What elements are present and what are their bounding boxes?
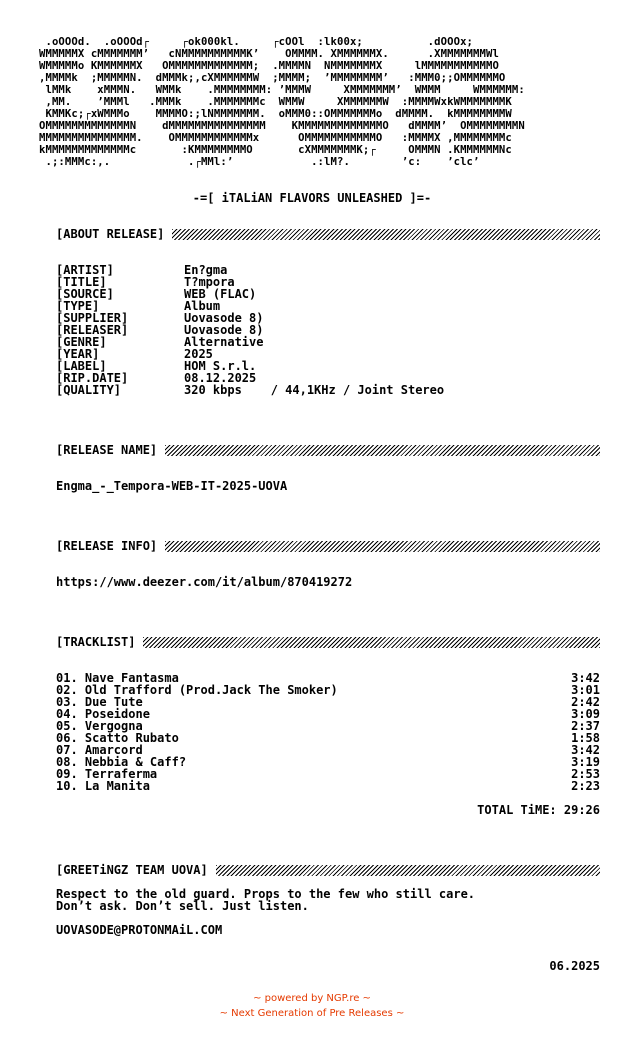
release-date: 06.2025 — [549, 959, 600, 973]
about-release-list — [56, 264, 600, 396]
track-title: 09. Terraferma — [56, 767, 158, 781]
about-key: [ARTIST] — [56, 263, 114, 277]
contact-email[interactable]: UOVASODE@PROTONMAiL.COM — [56, 923, 223, 937]
track-title: 08. Nebbia & Caff? — [56, 755, 187, 769]
track-duration: 3:19 — [571, 755, 600, 769]
about-value: 320 kbps / 44,1KHz / Joint Stereo — [184, 383, 445, 397]
greetings-section — [56, 864, 600, 972]
section-title: [ABOUT RELEASE] — [56, 227, 165, 241]
track-duration: 3:42 — [571, 671, 600, 685]
about-row — [56, 336, 600, 348]
about-key: [RIP.DATE] — [56, 371, 129, 385]
about-row — [56, 264, 600, 276]
greetings-line-2: Don’t ask. Don’t sell. Just listen. — [56, 899, 309, 913]
release-name-section — [56, 444, 600, 492]
track-duration: 2:53 — [571, 767, 600, 781]
about-key: [LABEL] — [56, 359, 107, 373]
about-row — [56, 384, 600, 396]
release-name-header — [56, 444, 600, 456]
about-key: [TYPE] — [56, 299, 100, 313]
footer-powered-by[interactable]: ~ powered by NGP.re ~ — [253, 993, 371, 1004]
about-row — [56, 288, 600, 300]
about-key: [RELEASER] — [56, 323, 129, 337]
tagline: -=[ iTALiAN FLAVORS UNLEASHED ]=- — [192, 191, 432, 205]
tracklist-section — [56, 636, 600, 816]
track-row — [56, 780, 600, 792]
about-row — [56, 324, 600, 336]
track-duration: 3:09 — [571, 707, 600, 721]
about-value: En?gma — [184, 263, 228, 277]
greetings-line-1: Respect to the old guard. Props to the few who still care. — [56, 887, 476, 901]
about-value: Album — [184, 299, 221, 313]
about-release-section — [56, 228, 600, 396]
release-info-url[interactable]: https://www.deezer.com/it/album/870419272 — [56, 575, 353, 589]
track-duration: 2:23 — [571, 779, 600, 793]
about-value: Uovasode 8) — [184, 311, 264, 325]
hatch-divider — [165, 541, 600, 552]
about-value: 2025 — [184, 347, 213, 361]
about-row — [56, 360, 600, 372]
about-key: [SUPPLIER] — [56, 311, 129, 325]
footer-tagline: ~ Next Generation of Pre Releases ~ — [219, 1008, 405, 1019]
track-title: 05. Vergogna — [56, 719, 143, 733]
track-duration: 1:58 — [571, 731, 600, 745]
hatch-divider — [216, 865, 600, 876]
release-info-section — [56, 540, 600, 588]
track-duration: 3:01 — [571, 683, 600, 697]
about-key: [YEAR] — [56, 347, 100, 361]
track-title: 10. La Manita — [56, 779, 150, 793]
about-row — [56, 348, 600, 360]
hatch-divider — [165, 445, 600, 456]
about-key: [QUALITY] — [56, 383, 122, 397]
track-duration: 3:42 — [571, 743, 600, 757]
section-title: [GREETiNGZ TEAM UOVA] — [56, 863, 208, 877]
about-release-header — [56, 228, 600, 240]
track-title: 03. Due Tute — [56, 695, 143, 709]
section-title: [TRACKLIST] — [56, 635, 136, 649]
hatch-divider — [143, 637, 600, 648]
track-title: 06. Scatto Rubato — [56, 731, 179, 745]
section-title: [RELEASE NAME] — [56, 443, 158, 457]
about-value: WEB (FLAC) — [184, 287, 257, 301]
about-value: T?mpora — [184, 275, 235, 289]
about-row — [56, 300, 600, 312]
about-value: 08.12.2025 — [184, 371, 257, 385]
track-title: 04. Poseidone — [56, 707, 150, 721]
release-info-header — [56, 540, 600, 552]
about-value: HOM S.r.l. — [184, 359, 257, 373]
track-list — [56, 672, 600, 792]
ascii-art-logo: .oOOOd. .oOOOd┌ ┌ok000kl. ┌cOOl :lk00x; .dOOOx; WMMMMMX cMMMMMMM’ cNMMMMMMMMMMK’ OMMMM. XMMMMMMX. .XMMMMMMMWl WMMMMMo KMMMMMMX OMMMMMMMMMMMMM; .MMMMN NMMMMMMMX lMMMMMMMMMMMO ,MMMMk ;MMMMMN. dMMMk;,cXMMMMMMW ;MMMM; ’MMMMMMMM’ :MMM0;;OMMMMMMO lMMk xMMMN. WMMk .MMMMMMMM: ’MMMW XMMMMMMM’ WMMM WMMMMMM: ,MM. ’MMMl .MMMk .MMMMMMMc WMMW XMMMMMMW :MMMMWxkWMMMMMMMK KMMKc;┌xWMMMo MMMMO:;lNMMMMMMM. oMMM0::OMMMMMMMo dMMMM. kMMMMMMMMW OMMMMMMMMMMMMMN dMMMMMMMMMMMMMMM KMMMMMMMMMMMMMO dMMMM’ OMMMMMMMMN MMMMMMMMMMMMMMM. OMMMMMMMMMMMMx OMMMMMMMMMMMO :MMMMX ,MMMMMMMMc kMMMMMMMMMMMMMc :KMMMMMMMMO cXMMMMMMMK;┌ OMMMN .KMMMMMMNc .;:MMMc:,. .┌MMl:’ .:lM?. ’c: ’clc’ — [39, 36, 525, 168]
about-value: Uovasode 8) — [184, 323, 264, 337]
section-title: [RELEASE INFO] — [56, 539, 158, 553]
tracklist-header — [56, 636, 600, 648]
about-value: Alternative — [184, 335, 264, 349]
greetings-header — [56, 864, 600, 876]
about-key: [SOURCE] — [56, 287, 114, 301]
about-row — [56, 276, 600, 288]
about-row — [56, 312, 600, 324]
about-key: [TITLE] — [56, 275, 107, 289]
track-title: 01. Nave Fantasma — [56, 671, 179, 685]
track-title: 02. Old Trafford (Prod.Jack The Smoker) — [56, 683, 338, 697]
track-duration: 2:42 — [571, 695, 600, 709]
release-name-value: Engma_-_Tempora-WEB-IT-2025-UOVA — [56, 479, 288, 493]
track-title: 07. Amarcord — [56, 743, 143, 757]
total-time: TOTAL TiME: 29:26 — [477, 803, 600, 817]
about-key: [GENRE] — [56, 335, 107, 349]
hatch-divider — [172, 229, 600, 240]
track-duration: 2:37 — [571, 719, 600, 733]
